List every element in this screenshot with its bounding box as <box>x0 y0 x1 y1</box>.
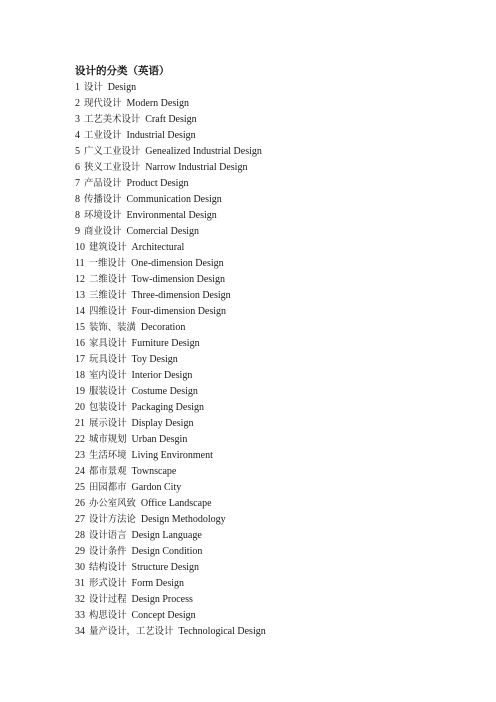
term-number: 2 <box>75 98 80 109</box>
term-number: 4 <box>75 130 80 141</box>
term-row <box>75 544 266 560</box>
term-chinese: 结构设计 <box>89 562 127 573</box>
term-chinese: 展示设计 <box>89 418 127 429</box>
term-row <box>75 112 266 128</box>
term-row <box>75 496 266 512</box>
term-number: 9 <box>75 226 80 237</box>
term-chinese: 工艺美术设计 <box>84 114 141 125</box>
term-row <box>75 320 266 336</box>
term-english: Product Design <box>126 178 189 189</box>
term-row <box>75 528 266 544</box>
term-chinese: 设计过程 <box>89 594 127 605</box>
term-number: 14 <box>75 306 85 317</box>
term-english: Design Language <box>131 530 202 541</box>
term-row <box>75 480 266 496</box>
term-number: 25 <box>75 482 85 493</box>
term-chinese: 传播设计 <box>84 194 122 205</box>
term-row <box>75 176 266 192</box>
term-english: Costume Design <box>131 386 198 397</box>
term-chinese: 设计 <box>84 82 103 93</box>
term-number: 15 <box>75 322 85 333</box>
term-chinese: 工业设计 <box>84 130 122 141</box>
term-number: 26 <box>75 498 85 509</box>
term-number: 1 <box>75 82 80 93</box>
term-chinese: 设计语言 <box>89 530 127 541</box>
term-chinese: 玩具设计 <box>89 354 127 365</box>
term-chinese: 都市景观 <box>89 466 127 477</box>
term-row <box>75 448 266 464</box>
term-chinese: 现代设计 <box>84 98 122 109</box>
term-number: 8 <box>75 210 80 221</box>
term-english: Design Process <box>131 594 193 605</box>
term-chinese: 装饰、装潢 <box>89 322 136 333</box>
term-row <box>75 352 266 368</box>
term-english: Communication Design <box>126 194 222 205</box>
term-english: Narrow Industrial Design <box>145 162 248 173</box>
term-english: Craft Design <box>145 114 197 125</box>
term-number: 20 <box>75 402 85 413</box>
term-row <box>75 560 266 576</box>
term-row <box>75 288 266 304</box>
term-row <box>75 128 266 144</box>
term-number: 6 <box>75 162 80 173</box>
term-english: Three-dimension Design <box>131 290 231 301</box>
term-row <box>75 336 266 352</box>
term-row <box>75 304 266 320</box>
term-row <box>75 192 266 208</box>
term-english: Design Methodology <box>140 514 226 525</box>
term-english: Urban Desgin <box>131 434 188 445</box>
term-chinese: 产品设计 <box>84 178 122 189</box>
term-number: 30 <box>75 562 85 573</box>
term-row <box>75 80 266 96</box>
term-english: Gardon City <box>131 482 182 493</box>
term-row <box>75 160 266 176</box>
term-row <box>75 256 266 272</box>
term-chinese: 建筑设计 <box>89 242 127 253</box>
term-english: Four-dimension Design <box>131 306 227 317</box>
term-number: 19 <box>75 386 85 397</box>
term-english: Tow-dimension Design <box>131 274 225 285</box>
term-english: Office Landscape <box>140 498 212 509</box>
term-english: Packaging Design <box>131 402 205 413</box>
term-number: 10 <box>75 242 85 253</box>
term-chinese: 田园都市 <box>89 482 127 493</box>
term-chinese: 室内设计 <box>89 370 127 381</box>
term-number: 11 <box>75 258 85 269</box>
term-english: One-dimension Design <box>131 258 224 269</box>
term-chinese: 广义工业设计 <box>84 146 141 157</box>
term-english: Toy Design <box>131 354 178 365</box>
term-english: Form Design <box>131 578 185 589</box>
term-english: Design <box>107 82 137 93</box>
term-chinese: 量产设计，工艺设计 <box>89 626 174 637</box>
term-english: Concept Design <box>131 610 196 621</box>
term-list <box>75 80 266 640</box>
term-row <box>75 144 266 160</box>
term-english: Architectural <box>131 242 185 253</box>
term-row <box>75 96 266 112</box>
term-number: 17 <box>75 354 85 365</box>
term-chinese: 设计方法论 <box>89 514 136 525</box>
term-chinese: 环境设计 <box>84 210 122 221</box>
term-number: 24 <box>75 466 85 477</box>
term-number: 21 <box>75 418 85 429</box>
term-number: 33 <box>75 610 85 621</box>
term-row <box>75 224 266 240</box>
term-row <box>75 400 266 416</box>
term-english: Comercial Design <box>126 226 199 237</box>
term-row <box>75 624 266 640</box>
term-number: 16 <box>75 338 85 349</box>
term-english: Modern Design <box>126 98 190 109</box>
term-chinese: 狭义工业设计 <box>84 162 141 173</box>
term-number: 22 <box>75 434 85 445</box>
term-number: 27 <box>75 514 85 525</box>
term-english: Townscape <box>131 466 177 477</box>
term-english: Technological Design <box>178 626 266 637</box>
term-number: 28 <box>75 530 85 541</box>
term-number: 29 <box>75 546 85 557</box>
term-number: 23 <box>75 450 85 461</box>
term-row <box>75 272 266 288</box>
term-english: Environmental Design <box>126 210 217 221</box>
term-chinese: 城市规划 <box>89 434 127 445</box>
term-chinese: 家具设计 <box>89 338 127 349</box>
term-english: Genealized Industrial Design <box>145 146 262 157</box>
term-number: 13 <box>75 290 85 301</box>
term-row <box>75 368 266 384</box>
term-row <box>75 576 266 592</box>
term-english: Decoration <box>140 322 186 333</box>
term-chinese: 一维设计 <box>88 258 127 269</box>
term-number: 18 <box>75 370 85 381</box>
term-english: Structure Design <box>131 562 200 573</box>
term-english: Interior Design <box>131 370 193 381</box>
term-chinese: 设计条件 <box>89 546 127 557</box>
term-row <box>75 208 266 224</box>
term-english: Industrial Design <box>126 130 196 141</box>
term-english: Design Condition <box>131 546 203 557</box>
term-number: 32 <box>75 594 85 605</box>
term-number: 5 <box>75 146 80 157</box>
term-chinese: 办公室风致 <box>89 498 136 509</box>
term-row <box>75 416 266 432</box>
term-row <box>75 240 266 256</box>
term-row <box>75 608 266 624</box>
term-row <box>75 384 266 400</box>
term-chinese: 包装设计 <box>89 402 127 413</box>
term-number: 3 <box>75 114 80 125</box>
term-number: 7 <box>75 178 80 189</box>
term-chinese: 二维设计 <box>89 274 127 285</box>
term-chinese: 三维设计 <box>89 290 127 301</box>
term-chinese: 服装设计 <box>89 386 127 397</box>
term-chinese: 四维设计 <box>89 306 127 317</box>
term-number: 31 <box>75 578 85 589</box>
term-row <box>75 432 266 448</box>
term-chinese: 形式设计 <box>89 578 127 589</box>
term-english: Furniture Design <box>131 338 200 349</box>
term-row <box>75 592 266 608</box>
term-number: 8 <box>75 194 80 205</box>
term-chinese: 构思设计 <box>89 610 127 621</box>
term-chinese: 商业设计 <box>84 226 122 237</box>
term-row <box>75 512 266 528</box>
document-title: 设计的分类（英语） <box>75 65 170 77</box>
term-chinese: 生活环境 <box>89 450 127 461</box>
term-number: 34 <box>75 626 85 637</box>
term-english: Display Design <box>131 418 194 429</box>
term-number: 12 <box>75 274 85 285</box>
term-english: Living Environment <box>131 450 213 461</box>
term-row <box>75 464 266 480</box>
